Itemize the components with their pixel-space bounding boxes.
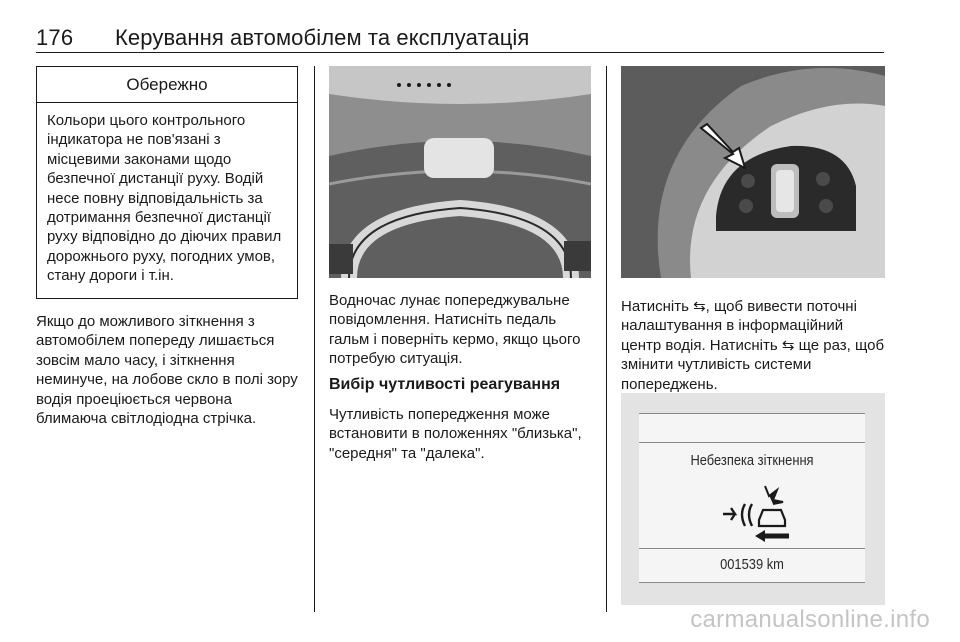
- display-screen: [639, 413, 865, 583]
- column-divider: [314, 66, 315, 612]
- column-divider: [606, 66, 607, 612]
- odometer-readout: 001539 km: [720, 556, 784, 573]
- body-paragraph: Чутливість попередження може встановити в положеннях "близька", "середня" та "далека".: [329, 406, 582, 462]
- watermark: carmanualsonline.info: [690, 606, 930, 633]
- windshield-illustration: [329, 66, 591, 278]
- body-paragraph: Якщо до можливого зіткнення з автомобілем попереду лишається зовсім мало часу, і зіткнення неминуче, на лобове скло в полі зору водія проеціюється червона блимаюча світлодіодна стрічка.: [36, 313, 298, 428]
- page-header: [36, 25, 884, 53]
- driver-info-display-illustration: [621, 393, 885, 605]
- collision-warning-icon: [719, 484, 799, 544]
- warning-title: Обережно: [37, 67, 297, 103]
- display-title: Небезпека зіткнення: [690, 452, 814, 469]
- warning-body: Кольори цього контрольного індикатора не пов'язані з місцевими законами щодо безпечної дистанції руху. Водій несе повну відповідальність за дотримання безпечної дистанції руху відповідно до діючих правил дорожнього руху, погодних умов, стану дороги і т.ін.: [47, 112, 282, 285]
- body-paragraph: Натисніть ⇆, щоб вивести поточні налаштування в інформаційний центр водія. Натисніть ⇆ ще раз, щоб змінити чутливість системи попереджень.: [621, 298, 885, 393]
- section-heading: Вибір чутливості реагування: [329, 376, 561, 393]
- warning-box: [36, 66, 298, 299]
- steering-wheel-illustration: [621, 66, 885, 278]
- page-number: 176: [36, 25, 74, 50]
- page-title: Керування автомобілем та експлуатація: [115, 25, 530, 50]
- body-paragraph: Водночас лунає попереджувальне повідомлення. Натисніть педаль гальм і поверніть кермо, якщо цього потребую ситуація.: [329, 292, 581, 368]
